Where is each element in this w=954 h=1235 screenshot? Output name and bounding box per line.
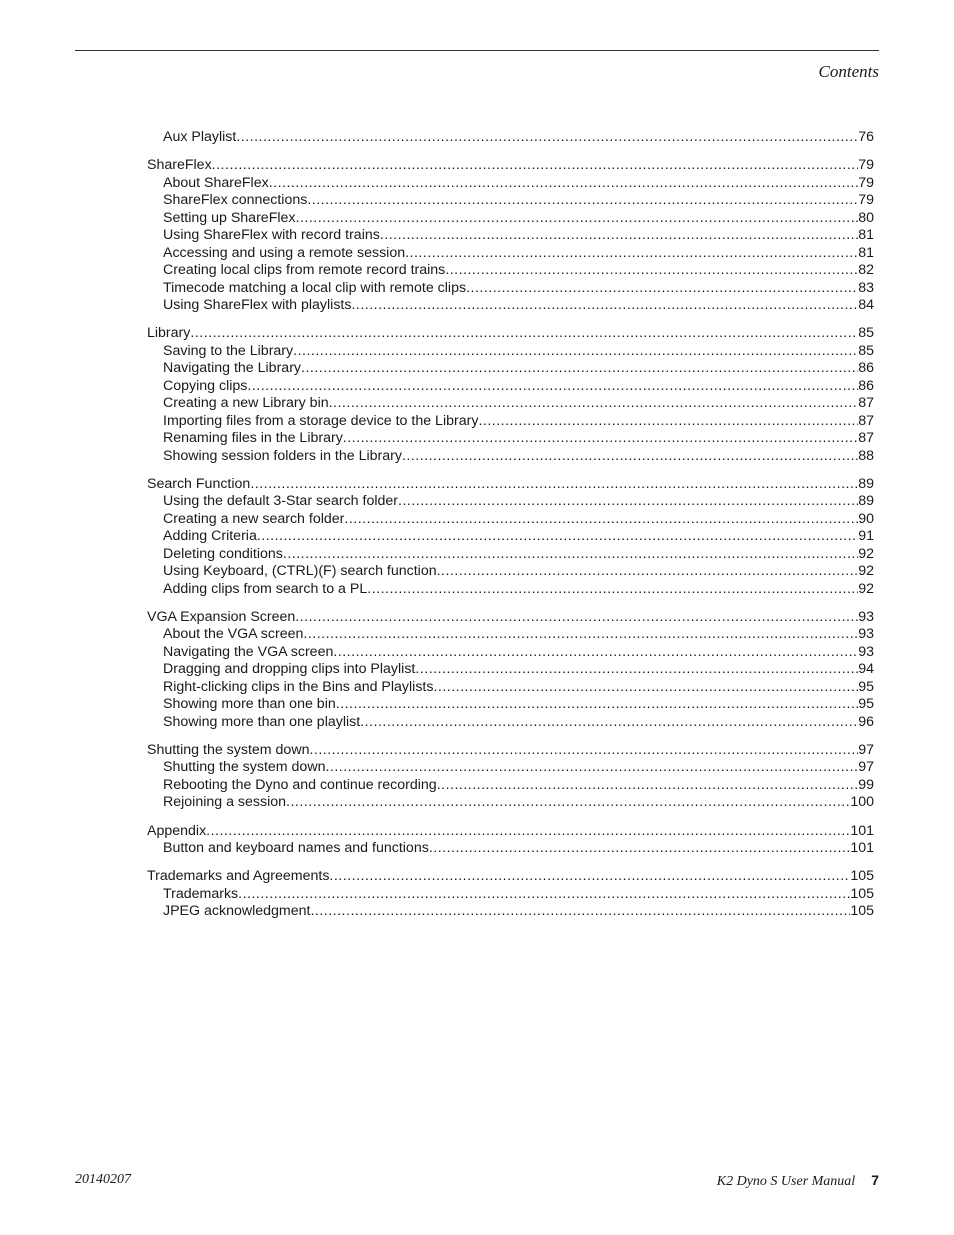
toc-leader-dots [238, 886, 850, 904]
toc-section-entry[interactable] [147, 886, 874, 904]
toc-leader-dots [415, 661, 858, 679]
toc-section-entry[interactable] [147, 262, 874, 280]
toc-entry-page: 86 [858, 360, 874, 377]
toc-entry-page: 84 [858, 297, 874, 314]
toc-leader-dots [307, 192, 858, 210]
toc-leader-dots [247, 378, 858, 396]
toc-leader-dots [344, 511, 858, 529]
toc-section-entry[interactable] [147, 430, 874, 448]
toc-leader-dots [343, 430, 858, 448]
toc-leader-dots [269, 175, 859, 193]
toc-leader-dots [212, 157, 859, 175]
toc-group [147, 129, 874, 147]
toc-leader-dots [437, 563, 859, 581]
toc-entry-title: Search Function [147, 475, 251, 492]
toc-entry-title: Appendix [147, 822, 207, 839]
toc-entry-title: Aux Playlist [163, 129, 237, 145]
toc-entry-page: 92 [858, 580, 874, 597]
toc-entry-title: Using Keyboard, (CTRL)(F) search function [163, 563, 437, 580]
toc-entry-title: Deleting conditions [163, 545, 283, 562]
toc-entry-title: Copying clips [163, 377, 248, 394]
toc-leader-dots [445, 262, 858, 280]
toc-section-entry[interactable] [147, 661, 874, 679]
toc-entry-page: 85 [858, 342, 874, 359]
toc-section-entry[interactable] [147, 343, 874, 361]
header-rule [75, 50, 879, 51]
toc-section-entry[interactable] [147, 840, 874, 858]
toc-entry-page: 79 [858, 192, 874, 209]
toc-leader-dots [309, 742, 858, 760]
toc-entry-page: 88 [858, 447, 874, 464]
toc-entry-title: Timecode matching a local clip with remote clips [163, 279, 467, 296]
toc-leader-dots [429, 840, 851, 858]
toc-entry-page: 93 [858, 626, 874, 643]
toc-leader-dots [405, 245, 858, 263]
toc-section-entry[interactable] [147, 493, 874, 511]
toc-leader-dots [250, 476, 858, 494]
toc-section-entry[interactable] [147, 644, 874, 662]
toc-leader-dots [336, 696, 858, 714]
toc-section-entry[interactable] [147, 626, 874, 644]
toc-entry-title: About ShareFlex [163, 174, 269, 191]
toc-chapter-entry[interactable] [147, 609, 874, 627]
toc-entry-page: 86 [858, 377, 874, 394]
toc-leader-dots [437, 777, 859, 795]
toc-leader-dots [351, 297, 858, 315]
toc-entry-page: 95 [858, 696, 874, 713]
toc-entry-title: Using ShareFlex with playlists [163, 297, 352, 314]
footer-manual [717, 1172, 879, 1190]
toc-entry-title: Saving to the Library [163, 342, 294, 359]
toc-leader-dots [310, 903, 850, 921]
toc-section-entry[interactable] [147, 679, 874, 697]
toc-entry-page: 97 [858, 759, 874, 776]
toc-entry-title: About the VGA screen [163, 626, 304, 643]
toc-section-entry[interactable] [147, 227, 874, 245]
toc-entry-page: 90 [858, 510, 874, 527]
toc-leader-dots [206, 823, 850, 841]
toc-entry-title: Using ShareFlex with record trains [163, 227, 380, 244]
toc-entry-page: 87 [858, 412, 874, 429]
toc-section-entry[interactable] [147, 903, 874, 921]
toc-entry-page: 95 [858, 678, 874, 695]
toc-entry-title: Showing more than one bin [163, 696, 336, 713]
toc-section-entry[interactable] [147, 794, 874, 812]
toc-chapter-entry[interactable] [147, 868, 874, 886]
toc-entry-title: Showing more than one playlist [163, 713, 361, 730]
toc-entry-title: ShareFlex [147, 157, 212, 174]
toc-entry-title: Navigating the Library [163, 360, 302, 377]
toc-entry-title: Shutting the system down [163, 759, 326, 776]
toc-section-entry[interactable] [147, 777, 874, 795]
toc-leader-dots [329, 395, 859, 413]
toc-group [147, 868, 874, 921]
toc-entry-title: Navigating the VGA screen [163, 643, 334, 660]
toc-group [147, 823, 874, 858]
toc-entry-title: Rebooting the Dyno and continue recording [163, 776, 437, 793]
toc-entry-title: Rejoining a session [163, 794, 287, 811]
toc-leader-dots [380, 227, 858, 245]
toc-leader-dots [398, 493, 858, 511]
toc-entry-title: Button and keyboard names and functions [163, 840, 429, 857]
toc-entry-page: 76 [858, 129, 874, 145]
toc-section-entry[interactable] [147, 175, 874, 193]
toc-section-entry[interactable] [147, 192, 874, 210]
toc-leader-dots [286, 794, 850, 812]
toc-entry-page: 97 [858, 741, 874, 758]
toc-entry-title: Renaming files in the Library [163, 430, 343, 447]
section-title: Contents [818, 62, 879, 81]
toc-leader-dots [433, 679, 858, 697]
toc-chapter-entry[interactable] [147, 823, 874, 841]
toc-entry-title: Adding Criteria [163, 528, 257, 545]
toc-section-entry[interactable] [147, 245, 874, 263]
toc-entry-title: Importing files from a storage device to the Library [163, 412, 479, 429]
toc-entry-title: JPEG acknowledgment [163, 903, 311, 920]
toc-section-entry[interactable] [147, 129, 874, 147]
toc-leader-dots [466, 280, 858, 298]
toc-entry-title: Creating a new search folder [163, 510, 345, 527]
toc-section-entry[interactable] [147, 280, 874, 298]
toc-leader-dots [296, 210, 859, 228]
toc-section-entry[interactable] [147, 511, 874, 529]
toc-entry-page: 87 [858, 430, 874, 447]
toc-entry-title: Setting up ShareFlex [163, 209, 296, 226]
toc-section-entry[interactable] [147, 759, 874, 777]
toc-leader-dots [257, 528, 858, 546]
footer-manual-title: K2 Dyno S User Manual [716, 1174, 856, 1189]
toc-section-entry[interactable] [147, 395, 874, 413]
toc-entry-page: 80 [858, 209, 874, 226]
toc-entry-page: 91 [858, 528, 874, 545]
toc-entry-page: 105 [850, 903, 874, 920]
toc-entry-page: 85 [858, 325, 874, 342]
toc-entry-page: 99 [858, 776, 874, 793]
toc-leader-dots [325, 759, 858, 777]
toc-leader-dots [283, 546, 858, 564]
toc-section-entry[interactable] [147, 413, 874, 431]
toc-entry-page: 94 [858, 661, 874, 678]
toc-leader-dots [402, 448, 858, 466]
toc-entry-page: 79 [858, 174, 874, 191]
toc-entry-title: Creating local clips from remote record trains [163, 262, 446, 279]
toc-entry-page: 82 [858, 262, 874, 279]
toc-entry-title: Creating a new Library bin [163, 395, 329, 412]
toc-leader-dots [367, 581, 858, 599]
footer-page-number: 7 [871, 1172, 879, 1188]
toc-entry-page: 93 [858, 608, 874, 625]
toc-leader-dots [360, 714, 858, 732]
toc-chapter-entry[interactable] [147, 325, 874, 343]
toc-entry-title: ShareFlex connections [163, 192, 308, 209]
toc-entry-title: Accessing and using a remote session [163, 244, 406, 261]
toc-entry-title: Library [147, 325, 191, 342]
toc-leader-dots [329, 868, 850, 886]
toc-leader-dots [301, 360, 858, 378]
toc-entry-page: 83 [858, 279, 874, 296]
toc-section-entry[interactable] [147, 210, 874, 228]
toc-entry-title: Right-clicking clips in the Bins and Playlists [163, 678, 434, 695]
toc-entry-page: 92 [858, 545, 874, 562]
toc-leader-dots [478, 413, 858, 431]
toc-entry-title: Trademarks [163, 885, 239, 902]
toc-entry-page: 89 [858, 475, 874, 492]
toc-group [147, 609, 874, 732]
toc-entry-page: 87 [858, 395, 874, 412]
toc-section-entry[interactable] [147, 448, 874, 466]
toc-entry-page: 89 [858, 493, 874, 510]
toc-leader-dots [303, 626, 858, 644]
toc-entry-page: 96 [858, 713, 874, 730]
toc-group [147, 742, 874, 812]
toc-entry-page: 93 [858, 643, 874, 660]
toc-entry-page: 92 [858, 563, 874, 580]
toc-entry-page: 105 [850, 868, 874, 885]
toc-group [147, 157, 874, 315]
toc-section-entry[interactable] [147, 563, 874, 581]
toc-leader-dots [236, 129, 858, 147]
toc-leader-dots [333, 644, 858, 662]
toc-entry-page: 81 [858, 244, 874, 261]
toc-entry-title: Shutting the system down [147, 741, 310, 758]
toc-entry-title: Using the default 3-Star search folder [163, 493, 399, 510]
toc-leader-dots [293, 343, 858, 361]
toc-entry-title: Adding clips from search to a PL [163, 580, 368, 597]
toc-entry-page: 101 [850, 822, 874, 839]
toc-entry-page: 105 [850, 885, 874, 902]
toc-entry-page: 101 [850, 840, 874, 857]
toc-group [147, 476, 874, 599]
toc-section-entry[interactable] [147, 546, 874, 564]
toc-section-entry[interactable] [147, 581, 874, 599]
toc-entry-title: Trademarks and Agreements [147, 868, 330, 885]
toc-chapter-entry[interactable] [147, 476, 874, 494]
toc-entry-page: 79 [858, 157, 874, 174]
toc-group [147, 325, 874, 465]
toc-leader-dots [295, 609, 858, 627]
toc-entry-page: 100 [850, 794, 874, 811]
toc-entry-title: Showing session folders in the Library [163, 447, 402, 464]
toc-section-entry[interactable] [147, 714, 874, 732]
toc-entry-page: 81 [858, 227, 874, 244]
toc-section-entry[interactable] [147, 297, 874, 315]
table-of-contents [147, 129, 874, 931]
toc-entry-title: VGA Expansion Screen [147, 608, 296, 625]
toc-section-entry[interactable] [147, 360, 874, 378]
toc-chapter-entry[interactable] [147, 742, 874, 760]
toc-leader-dots [190, 325, 858, 343]
footer-date: 20140207 [75, 1172, 131, 1187]
toc-entry-title: Dragging and dropping clips into Playlist [163, 661, 416, 678]
toc-section-entry[interactable] [147, 696, 874, 714]
toc-section-entry[interactable] [147, 528, 874, 546]
toc-chapter-entry[interactable] [147, 157, 874, 175]
toc-section-entry[interactable] [147, 378, 874, 396]
